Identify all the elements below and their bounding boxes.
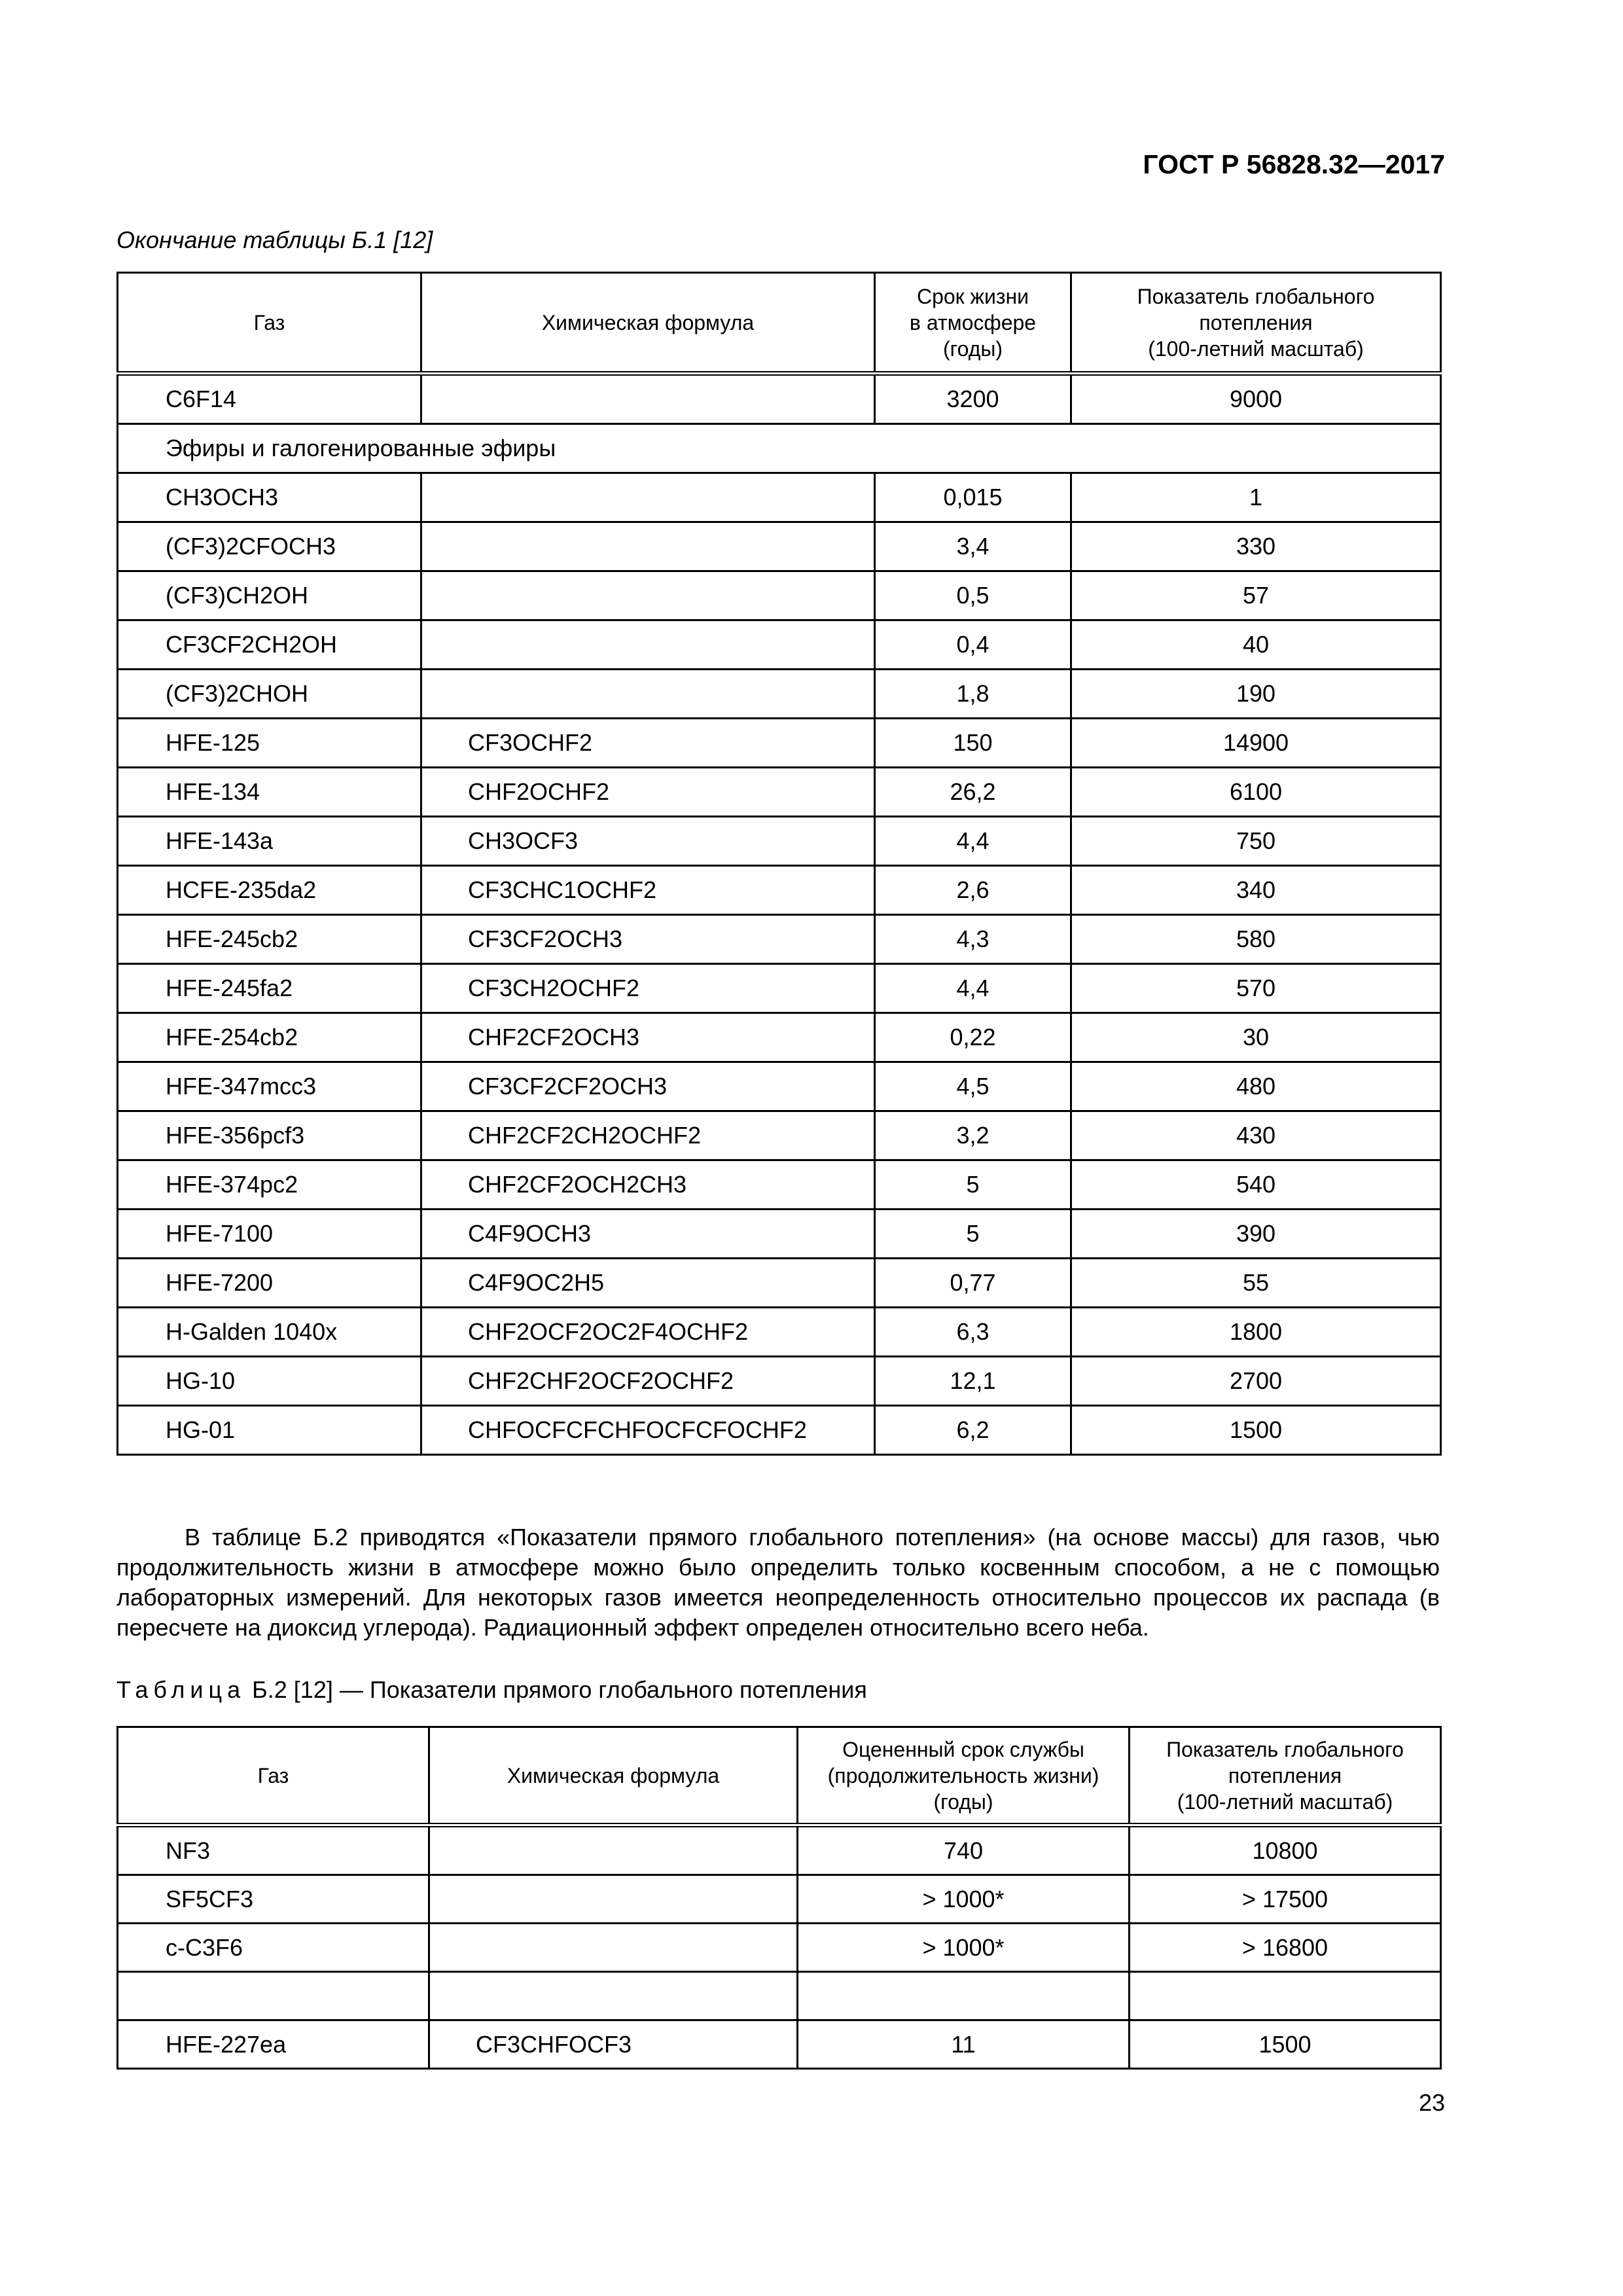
gwp-cell: 6100 (1071, 768, 1441, 817)
table-row (118, 2020, 1441, 2069)
table-row (118, 1972, 1441, 2020)
gas-cell: HFE-7100 (118, 1210, 421, 1259)
formula-cell (421, 522, 875, 571)
lifetime-cell: 0,5 (875, 571, 1071, 620)
gas-cell: HFE-125 (118, 719, 421, 768)
formula-cell: CF3OCHF2 (421, 719, 875, 768)
gwp-cell: 9000 (1071, 374, 1441, 424)
gas-cell: HCFE-235da2 (118, 866, 421, 915)
gwp-cell (1130, 1972, 1441, 2020)
gwp-cell: 10800 (1130, 1825, 1441, 1875)
gas-cell: CF3CF2CH2OH (118, 620, 421, 670)
table-row (118, 915, 1441, 964)
lifetime-cell: 150 (875, 719, 1071, 768)
gas-cell: HFE-254cb2 (118, 1013, 421, 1062)
table-row (118, 1013, 1441, 1062)
lifetime-cell: 0,77 (875, 1259, 1071, 1308)
formula-cell (421, 473, 875, 522)
table-row (118, 768, 1441, 817)
formula-cell (421, 620, 875, 670)
lifetime-cell: 26,2 (875, 768, 1071, 817)
gwp-cell: 1500 (1071, 1406, 1441, 1455)
lifetime-cell: 4,5 (875, 1062, 1071, 1111)
lifetime-cell: 0,22 (875, 1013, 1071, 1062)
standard-number: ГОСТ Р 56828.32—2017 (1143, 149, 1445, 179)
gas-cell: HFE-356pcf3 (118, 1111, 421, 1160)
gwp-cell: 55 (1071, 1259, 1441, 1308)
table1-header-gwp: Показатель глобального потепления (100-летний масштаб) (1071, 273, 1441, 374)
formula-cell: CF3CF2OCH3 (421, 915, 875, 964)
formula-cell: CHFOCFCFCHFOCFCFOCHF2 (421, 1406, 875, 1455)
body-paragraph: В таблице Б.2 приводятся «Показатели прямого глобального потепления» (на основе массы) для газов, чью продолжительность жизни в атмосфере можно было определить только косвенным способом, а не с помощью лабораторных измерений. Для некоторых газов имеется неопределенность относительно процессов их распада (в пересчете на диоксид углерода). Радиационный эффект определен относительно всего неба. (116, 1524, 1440, 1641)
gas-cell: c-C3F6 (118, 1924, 429, 1972)
gas-cell: HG-01 (118, 1406, 421, 1455)
page-number: 23 (1418, 2089, 1445, 2116)
gwp-cell: 430 (1071, 1111, 1441, 1160)
gwp-cell: > 17500 (1130, 1875, 1441, 1924)
formula-cell: CF3CHC1OCHF2 (421, 866, 875, 915)
lifetime-cell: 740 (798, 1825, 1130, 1875)
lifetime-cell: 6,3 (875, 1308, 1071, 1357)
gas-cell: HFE-245fa2 (118, 964, 421, 1013)
gwp-cell: > 16800 (1130, 1924, 1441, 1972)
gas-cell: HFE-374pc2 (118, 1160, 421, 1210)
gwp-cell: 390 (1071, 1210, 1441, 1259)
formula-cell (429, 1972, 798, 2020)
table2-caption: Таблица Б.2 [12] — Показатели прямого глобального потепления (116, 1676, 867, 1703)
table-row (118, 1875, 1441, 1924)
formula-cell: C4F9OCH3 (421, 1210, 875, 1259)
formula-cell: CF3CHFOCF3 (429, 2020, 798, 2069)
table1 (116, 272, 1442, 1456)
lifetime-cell: 2,6 (875, 866, 1071, 915)
lifetime-cell: 1,8 (875, 670, 1071, 719)
lifetime-cell: 5 (875, 1210, 1071, 1259)
lifetime-cell: 6,2 (875, 1406, 1071, 1455)
lifetime-cell: 4,4 (875, 817, 1071, 866)
table1-header-lifetime: Срок жизни в атмосфере (годы) (875, 273, 1071, 374)
table-row (118, 670, 1441, 719)
gwp-cell: 30 (1071, 1013, 1441, 1062)
table1-header-gas: Газ (118, 273, 421, 374)
table-row (118, 1259, 1441, 1308)
lifetime-cell: > 1000* (798, 1924, 1130, 1972)
formula-cell (421, 670, 875, 719)
gas-cell: (CF3)2CFOCH3 (118, 522, 421, 571)
gas-cell (118, 1972, 429, 2020)
table-row (118, 571, 1441, 620)
gwp-cell: 330 (1071, 522, 1441, 571)
table-row (118, 1406, 1441, 1455)
gwp-cell: 40 (1071, 620, 1441, 670)
gas-cell: CH3OCH3 (118, 473, 421, 522)
lifetime-cell: 3,4 (875, 522, 1071, 571)
gas-cell: H-Galden 1040x (118, 1308, 421, 1357)
table-row (118, 620, 1441, 670)
gwp-cell: 57 (1071, 571, 1441, 620)
gas-cell: HFE-7200 (118, 1259, 421, 1308)
section-title: Эфиры и галогенированные эфиры (118, 424, 1441, 473)
lifetime-cell: 3200 (875, 374, 1071, 424)
lifetime-cell: 4,3 (875, 915, 1071, 964)
formula-cell (429, 1875, 798, 1924)
table-row (118, 522, 1441, 571)
gwp-cell: 1800 (1071, 1308, 1441, 1357)
lifetime-cell: 12,1 (875, 1357, 1071, 1406)
gas-cell: SF5CF3 (118, 1875, 429, 1924)
formula-cell (429, 1924, 798, 1972)
lifetime-cell: > 1000* (798, 1875, 1130, 1924)
formula-cell: C4F9OC2H5 (421, 1259, 875, 1308)
lifetime-cell: 0,4 (875, 620, 1071, 670)
gwp-cell: 14900 (1071, 719, 1441, 768)
table1-header-formula: Химическая формула (421, 273, 875, 374)
table-row (118, 719, 1441, 768)
formula-cell: CHF2CF2CH2OCHF2 (421, 1111, 875, 1160)
table-row (118, 817, 1441, 866)
gas-cell: HFE-134 (118, 768, 421, 817)
formula-cell (421, 374, 875, 424)
gwp-cell: 540 (1071, 1160, 1441, 1210)
table2 (116, 1726, 1442, 2070)
formula-cell: CHF2OCHF2 (421, 768, 875, 817)
gwp-cell: 480 (1071, 1062, 1441, 1111)
table-row (118, 473, 1441, 522)
gwp-cell: 1 (1071, 473, 1441, 522)
gas-cell: HFE-227ea (118, 2020, 429, 2069)
formula-cell (429, 1825, 798, 1875)
table-row (118, 1924, 1441, 1972)
table2-header-gwp: Показатель глобального потепления (100-летний масштаб) (1130, 1727, 1441, 1825)
formula-cell: CHF2CHF2OCF2OCHF2 (421, 1357, 875, 1406)
formula-cell: CHF2CF2OCH2CH3 (421, 1160, 875, 1210)
gwp-cell: 190 (1071, 670, 1441, 719)
table2-header-lifetime: Оцененный срок службы (продолжительность жизни) (годы) (798, 1727, 1130, 1825)
table2-header-gas: Газ (118, 1727, 429, 1825)
lifetime-cell: 5 (875, 1160, 1071, 1210)
gas-cell: C6F14 (118, 374, 421, 424)
table-row (118, 1308, 1441, 1357)
gas-cell: HFE-245cb2 (118, 915, 421, 964)
gwp-cell: 2700 (1071, 1357, 1441, 1406)
formula-cell: CF3CH2OCHF2 (421, 964, 875, 1013)
formula-cell: CHF2OCF2OC2F4OCHF2 (421, 1308, 875, 1357)
table-row (118, 1825, 1441, 1875)
gas-cell: (CF3)2CHOH (118, 670, 421, 719)
table-row (118, 1357, 1441, 1406)
gwp-cell: 1500 (1130, 2020, 1441, 2069)
gas-cell: HFE-347mcc3 (118, 1062, 421, 1111)
table2-header-formula: Химическая формула (429, 1727, 798, 1825)
table-row (118, 1111, 1441, 1160)
table-row (118, 1062, 1441, 1111)
lifetime-cell: 4,4 (875, 964, 1071, 1013)
table-row (118, 1210, 1441, 1259)
gas-cell: NF3 (118, 1825, 429, 1875)
table-row (118, 964, 1441, 1013)
table-row (118, 374, 1441, 424)
gas-cell: HFE-143a (118, 817, 421, 866)
gwp-cell: 750 (1071, 817, 1441, 866)
formula-cell: CHF2CF2OCH3 (421, 1013, 875, 1062)
section-row (118, 424, 1441, 473)
formula-cell: CH3OCF3 (421, 817, 875, 866)
gas-cell: HG-10 (118, 1357, 421, 1406)
gwp-cell: 340 (1071, 866, 1441, 915)
gwp-cell: 570 (1071, 964, 1441, 1013)
table1-header-row (118, 273, 1441, 374)
lifetime-cell (798, 1972, 1130, 2020)
lifetime-cell: 0,015 (875, 473, 1071, 522)
table-row (118, 1160, 1441, 1210)
table1-caption: Окончание таблицы Б.1 [12] (116, 226, 433, 253)
table2-header-row (118, 1727, 1441, 1825)
gas-cell: (CF3)CH2OH (118, 571, 421, 620)
lifetime-cell: 11 (798, 2020, 1130, 2069)
formula-cell (421, 571, 875, 620)
lifetime-cell: 3,2 (875, 1111, 1071, 1160)
table-row (118, 866, 1441, 915)
formula-cell: CF3CF2CF2OCH3 (421, 1062, 875, 1111)
gwp-cell: 580 (1071, 915, 1441, 964)
